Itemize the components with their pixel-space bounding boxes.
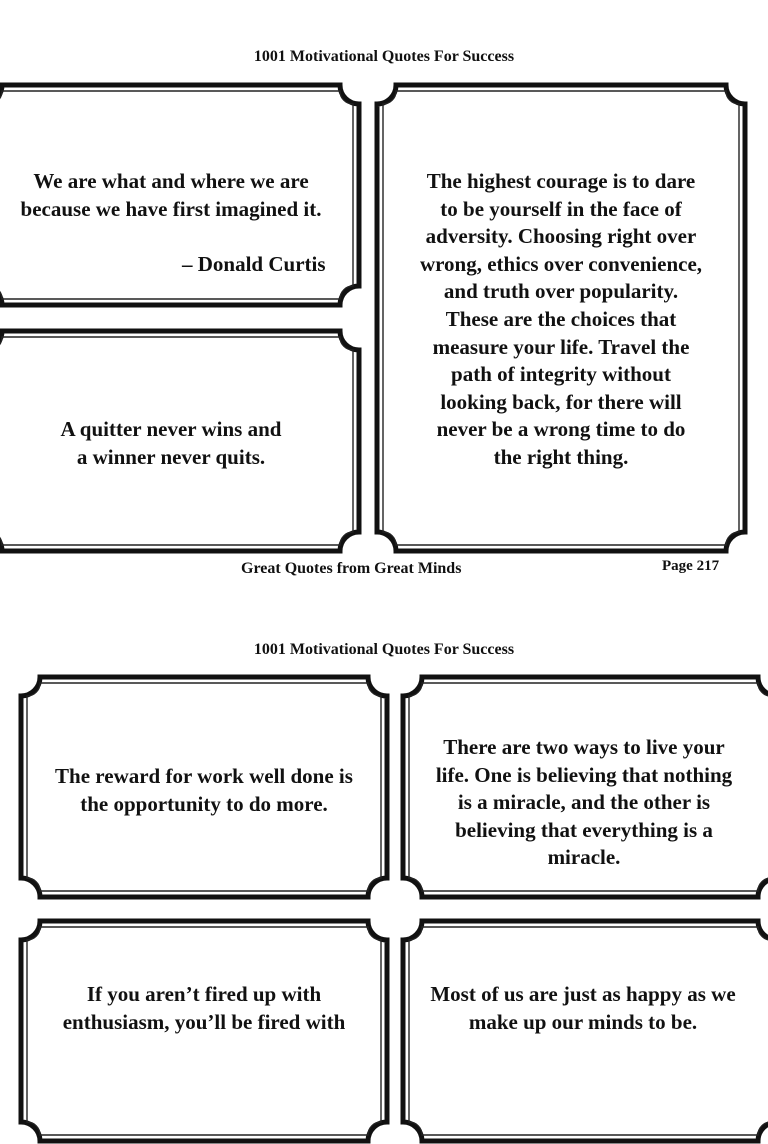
page-number: Page 217	[662, 558, 720, 574]
quote-text: If you aren’t fired up with enthusiasm, you’ll be fired with	[62, 982, 346, 1034]
page-header: 1001 Motivational Quotes For Success	[253, 48, 515, 65]
quote-text: We are what and where we are because we have first imagined it.	[20, 169, 322, 221]
quote-author: – Donald Curtis	[182, 252, 326, 276]
quote-text: There are two ways to live your life. One is believing that nothing is a miracle, and the other is believing that everything is a miracle.	[435, 735, 733, 870]
quote-card	[18, 674, 390, 900]
quote-text: The highest courage is to dare to be yourself in the face of adversity. Choosing right over wrong, ethics over convenience, and truth over popularity. These are the choices that measure your life. Travel the path of integrity without looking back, for there will never be a wrong time to do the right thing.	[419, 169, 703, 469]
quote-card	[0, 328, 362, 554]
quote-card	[0, 82, 362, 308]
quote-card	[400, 674, 768, 900]
quote-text: A quitter never wins and a winner never quits.	[60, 417, 282, 469]
next-page	[0, 600, 768, 1034]
page-header: 1001 Motivational Quotes For Success	[253, 641, 515, 658]
quote-card	[18, 918, 390, 1144]
page-footer: Great Quotes from Great Minds	[241, 560, 462, 577]
quote-card	[374, 82, 748, 554]
quote-text: Most of us are just as happy as we make up our minds to be.	[430, 982, 736, 1034]
quote-text: The reward for work well done is the opportunity to do more.	[55, 764, 353, 816]
quote-card	[400, 918, 768, 1144]
